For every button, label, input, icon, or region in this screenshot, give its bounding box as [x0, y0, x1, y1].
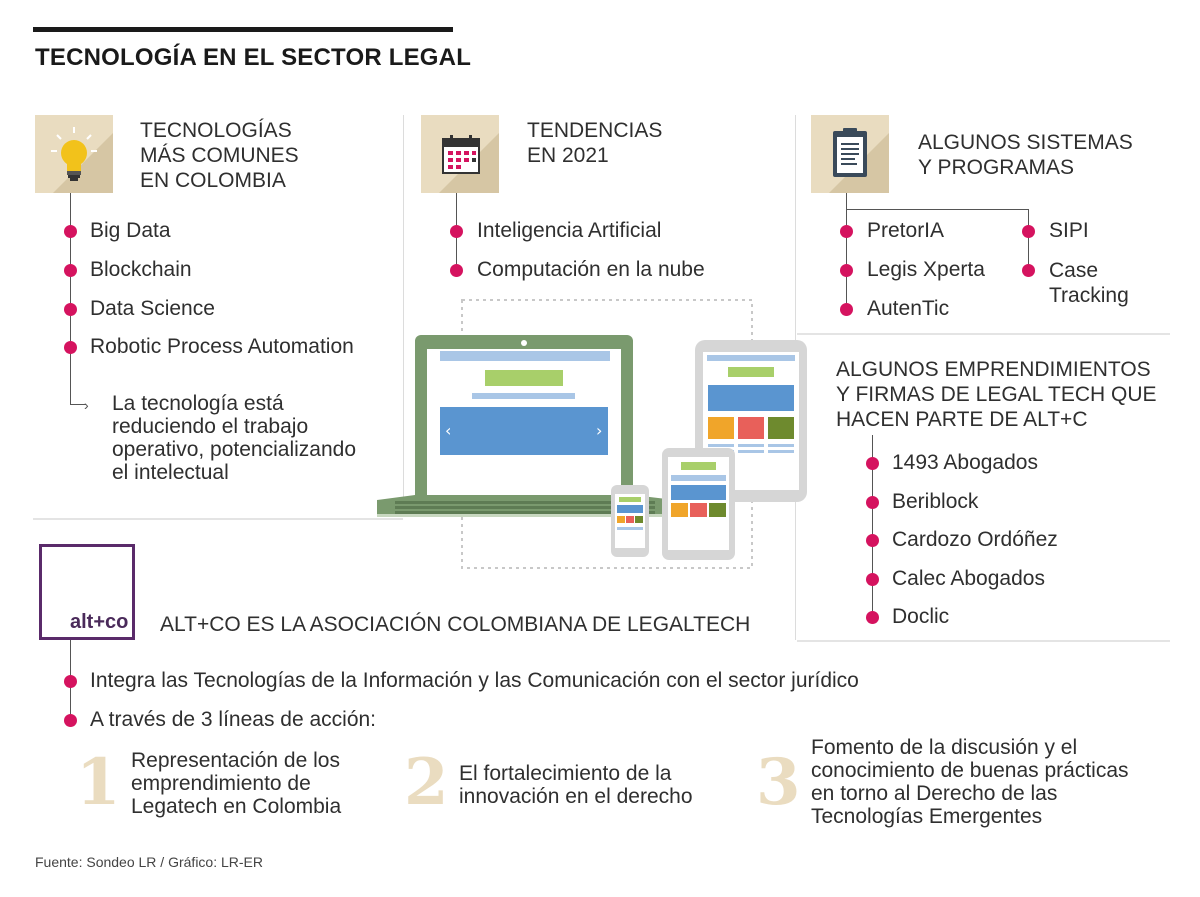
- bullet-dot: [64, 714, 77, 727]
- list-item: Case Tracking: [1049, 259, 1129, 307]
- section-divider: [33, 518, 403, 520]
- list-item: Computación en la nube: [477, 258, 705, 281]
- list-item: Legis Xperta: [867, 258, 985, 281]
- list-item: 1493 Abogados: [892, 451, 1038, 474]
- comunes-note: La tecnología está reduciendo el trabajo operativo, potencializando el intelectual: [112, 392, 357, 484]
- bullet-dot: [866, 457, 879, 470]
- list-item: Data Science: [90, 297, 215, 320]
- action-line-2: El fortalecimiento de la innovación en el derecho: [459, 762, 693, 808]
- list-item: Inteligencia Artificial: [477, 219, 662, 242]
- list-item: Integra las Tecnologías de la Información y las Comunicación con el sector jurídico: [90, 669, 859, 692]
- list-item: Doclic: [892, 605, 950, 628]
- connector-line: [846, 193, 847, 311]
- bullet-dot: [64, 303, 77, 316]
- section-divider: [797, 640, 1170, 642]
- action-line-1: Representación de los emprendimiento de Legatech en Colombia: [131, 749, 342, 818]
- source-note: Fuente: Sondeo LR / Gráfico: LR-ER: [35, 854, 263, 870]
- bullet-dot: [64, 225, 77, 238]
- bullet-dot: [866, 496, 879, 509]
- bullet-dot: [450, 264, 463, 277]
- connector-line: [1028, 209, 1029, 271]
- bullet-dot: [866, 534, 879, 547]
- list-item: Blockchain: [90, 258, 192, 281]
- section-heading-emprendimientos: ALGUNOS EMPRENDIMIENTOS Y FIRMAS DE LEGAL TECH QUE HACEN PARTE DE ALT+C: [836, 358, 1157, 431]
- list-item: Big Data: [90, 219, 171, 242]
- section-heading-tendencias: TENDENCIAS EN 2021: [527, 119, 663, 167]
- bullet-dot: [866, 611, 879, 624]
- lightbulb-icon: [49, 125, 99, 185]
- section-heading-sistemas: ALGUNOS SISTEMAS Y PROGRAMAS: [918, 131, 1133, 179]
- arrow-right-icon: ›: [84, 397, 89, 413]
- svg-text:‹: ‹: [445, 421, 452, 440]
- bullet-dot: [64, 675, 77, 688]
- connector-line: [846, 209, 1028, 210]
- section-heading-comunes: TECNOLOGÍAS MÁS COMUNES EN COLOMBIA: [140, 119, 299, 192]
- list-item: Calec Abogados: [892, 567, 1045, 590]
- devices-illustration: [375, 295, 810, 575]
- bullet-dot: [1022, 264, 1035, 277]
- page-title: TECNOLOGÍA EN EL SECTOR LEGAL: [35, 44, 472, 71]
- list-item: Robotic Process Automation: [90, 335, 354, 358]
- line-number-1: 1: [76, 745, 121, 820]
- bullet-dot: [840, 303, 853, 316]
- line-number-3: 3: [756, 745, 801, 820]
- section-divider: [797, 333, 1170, 335]
- calendar-icon: [441, 133, 481, 175]
- line-number-2: 2: [404, 745, 449, 820]
- list-item: AutenTic: [867, 297, 950, 320]
- action-line-3: Fomento de la discusión y el conocimiento de buenas prácticas en torno al Derecho de las Tecnologías Emergentes: [811, 736, 1129, 828]
- altco-heading: ALT+CO ES LA ASOCIACIÓN COLOMBIANA DE LEGALTECH: [160, 613, 751, 636]
- title-rule: [33, 27, 453, 32]
- bullet-dot: [64, 264, 77, 277]
- bullet-dot: [450, 225, 463, 238]
- clipboard-icon-box: [811, 115, 889, 193]
- bullet-dot: [64, 341, 77, 354]
- lightbulb-icon-box: [35, 115, 113, 193]
- list-item: Beriblock: [892, 490, 979, 513]
- list-item: Cardozo Ordóñez: [892, 528, 1058, 551]
- clipboard-icon: [831, 127, 869, 179]
- list-item: PretorIA: [867, 219, 945, 242]
- bullet-dot: [866, 573, 879, 586]
- list-item: SIPI: [1049, 219, 1089, 242]
- calendar-icon-box: [421, 115, 499, 193]
- svg-text:›: ›: [596, 421, 603, 440]
- list-item: A través de 3 líneas de acción:: [90, 708, 377, 731]
- bullet-dot: [1022, 225, 1035, 238]
- bullet-dot: [840, 264, 853, 277]
- bullet-dot: [840, 225, 853, 238]
- altco-logo: alt+co: [39, 544, 135, 640]
